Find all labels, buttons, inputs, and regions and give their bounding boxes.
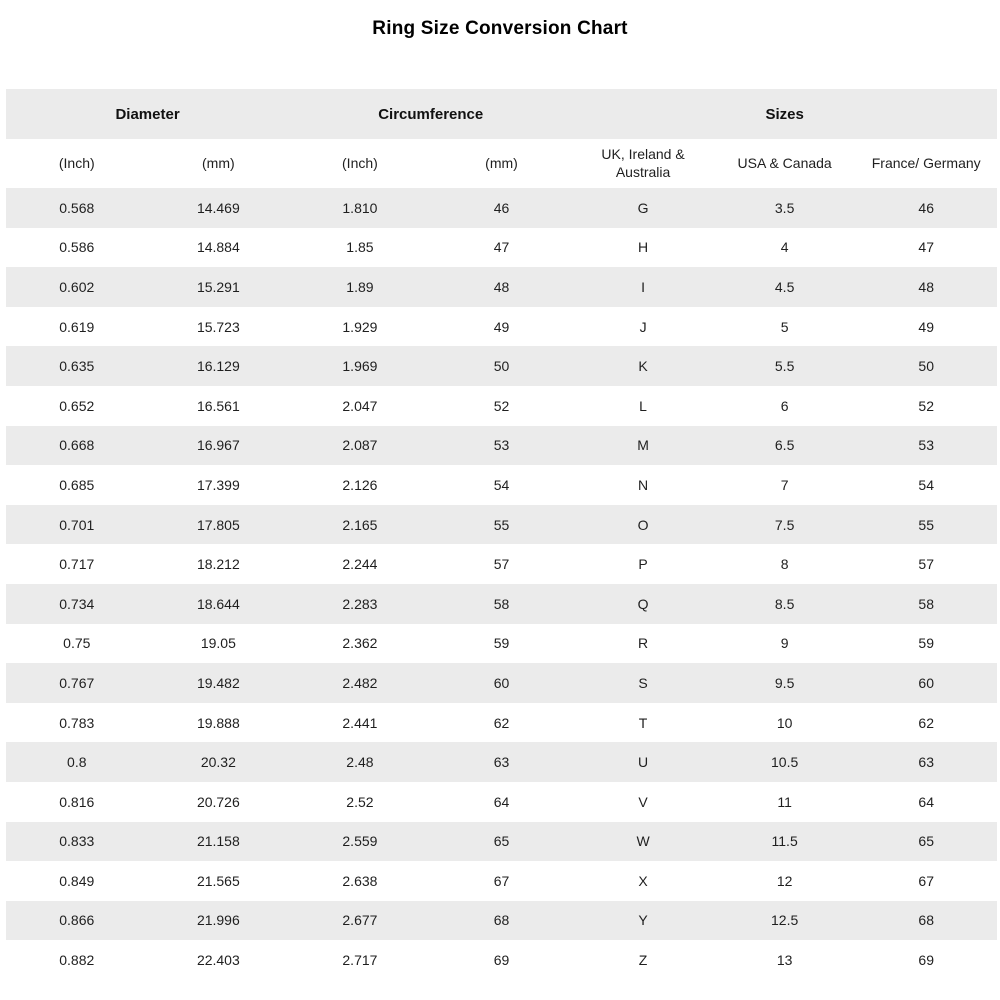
column-header-circumference-inch: (Inch) xyxy=(342,154,378,171)
table-cell: 0.767 xyxy=(59,674,95,691)
table-cell: 48 xyxy=(918,278,934,295)
table-cell: 60 xyxy=(493,674,510,691)
table-cell: N xyxy=(638,476,649,493)
table-cell: 2.362 xyxy=(342,635,378,652)
table-cell: P xyxy=(638,556,648,573)
table-cell: 2.638 xyxy=(342,872,378,889)
table-cell: 50 xyxy=(493,358,510,375)
table-row xyxy=(6,505,997,545)
table-cell: 58 xyxy=(918,595,934,612)
table-cell: 49 xyxy=(493,318,510,335)
table-cell: 46 xyxy=(493,199,510,216)
table-cell: 15.291 xyxy=(196,278,240,295)
table-row xyxy=(6,346,997,386)
table-cell: 13 xyxy=(776,952,793,969)
table-cell: 0.75 xyxy=(63,635,91,652)
table-cell: 3.5 xyxy=(774,199,795,216)
table-row xyxy=(6,861,997,901)
table-row xyxy=(6,386,997,426)
table-cell: 0.734 xyxy=(59,595,95,612)
column-header-diameter-inch: (Inch) xyxy=(58,154,95,171)
ring-size-conversion-table xyxy=(6,89,997,980)
table-column-header-row xyxy=(6,139,997,188)
table-cell: 0.882 xyxy=(59,952,95,969)
table-row xyxy=(6,940,997,980)
table-cell: 11.5 xyxy=(771,833,798,850)
table-cell: 67 xyxy=(493,872,510,889)
table-cell: Q xyxy=(637,595,649,612)
table-cell: 21.565 xyxy=(196,872,240,889)
table-cell: K xyxy=(638,358,648,375)
table-cell: 16.561 xyxy=(196,397,240,414)
table-cell: 50 xyxy=(918,358,934,375)
table-cell: 2.559 xyxy=(342,833,378,850)
table-cell: 4 xyxy=(780,239,789,256)
table-row xyxy=(6,703,997,743)
table-cell: 0.816 xyxy=(59,793,95,810)
table-cell: 65 xyxy=(918,833,934,850)
table-cell: 2.244 xyxy=(342,556,378,573)
table-cell: 19.05 xyxy=(200,635,236,652)
table-cell: 2.717 xyxy=(342,952,378,969)
group-header-circumference: Circumference xyxy=(378,105,484,123)
table-cell: 20.726 xyxy=(196,793,240,810)
table-cell: 64 xyxy=(918,793,934,810)
table-cell: 14.884 xyxy=(196,239,240,256)
table-cell: 54 xyxy=(918,476,934,493)
table-row xyxy=(6,742,997,782)
table-cell: 0.833 xyxy=(59,833,95,850)
table-cell: 59 xyxy=(493,635,510,652)
table-cell: X xyxy=(638,872,648,889)
column-header-diameter-mm: (mm) xyxy=(202,154,235,171)
table-cell: 2.482 xyxy=(342,674,378,691)
table-cell: 2.441 xyxy=(342,714,378,731)
table-cell: Y xyxy=(638,912,648,929)
table-cell: 16.129 xyxy=(196,358,240,375)
table-cell: 1.969 xyxy=(342,358,378,375)
table-row xyxy=(6,822,997,862)
table-cell: 47 xyxy=(918,239,934,256)
table-cell: 5 xyxy=(780,318,789,335)
table-cell: 8.5 xyxy=(774,595,795,612)
table-cell: 63 xyxy=(493,754,510,771)
table-cell: 69 xyxy=(493,952,510,969)
table-cell: 1.89 xyxy=(346,278,374,295)
table-cell: U xyxy=(638,754,649,771)
table-cell: 6 xyxy=(780,397,789,414)
table-cell: 0.866 xyxy=(59,912,95,929)
table-row xyxy=(6,544,997,584)
table-cell: 68 xyxy=(918,912,934,929)
table-cell: 0.849 xyxy=(59,872,95,889)
table-cell: 0.602 xyxy=(59,278,95,295)
table-cell: 6.5 xyxy=(774,437,795,454)
table-cell: 12 xyxy=(776,872,793,889)
table-cell: 0.619 xyxy=(59,318,95,335)
table-cell: 0.635 xyxy=(59,358,95,375)
table-cell: 0.717 xyxy=(59,556,95,573)
group-header-sizes: Sizes xyxy=(765,105,804,123)
table-cell: 5.5 xyxy=(774,358,795,375)
group-header-diameter: Diameter xyxy=(115,105,180,123)
table-cell: 2.677 xyxy=(342,912,378,929)
table-cell: 65 xyxy=(493,833,510,850)
table-cell: 10 xyxy=(776,714,793,731)
table-row xyxy=(6,782,997,822)
table-cell: V xyxy=(638,793,648,810)
table-cell: 8 xyxy=(780,556,789,573)
table-cell: 4.5 xyxy=(774,278,795,295)
table-cell: 15.723 xyxy=(196,318,240,335)
table-cell: R xyxy=(638,635,649,652)
table-cell: 52 xyxy=(918,397,934,414)
table-cell: 7.5 xyxy=(774,516,795,533)
table-cell: 11 xyxy=(777,793,792,810)
table-row xyxy=(6,901,997,941)
table-row xyxy=(6,188,997,228)
table-cell: 47 xyxy=(493,239,510,256)
table-cell: O xyxy=(637,516,649,533)
table-cell: 58 xyxy=(493,595,510,612)
table-cell: 53 xyxy=(493,437,510,454)
table-cell: 62 xyxy=(493,714,510,731)
table-cell: 14.469 xyxy=(196,199,240,216)
column-header-france-germany: France/ Germany xyxy=(871,154,981,171)
table-cell: 20.32 xyxy=(200,754,236,771)
table-cell: 53 xyxy=(918,437,934,454)
table-row xyxy=(6,584,997,624)
table-cell: 0.568 xyxy=(59,199,95,216)
table-row xyxy=(6,465,997,505)
table-cell: J xyxy=(639,318,647,335)
table-cell: S xyxy=(638,674,648,691)
table-cell: 19.482 xyxy=(196,674,240,691)
table-cell: 63 xyxy=(918,754,934,771)
table-cell: 0.685 xyxy=(59,476,95,493)
table-cell: 0.652 xyxy=(59,397,95,414)
table-cell: 67 xyxy=(918,872,934,889)
table-body xyxy=(6,188,997,980)
table-cell: 2.047 xyxy=(342,397,378,414)
table-cell: W xyxy=(636,833,650,850)
table-cell: 10.5 xyxy=(771,754,799,771)
table-cell: 57 xyxy=(493,556,510,573)
table-cell: 21.996 xyxy=(196,912,240,929)
table-cell: 68 xyxy=(493,912,510,929)
table-cell: 19.888 xyxy=(196,714,240,731)
table-cell: 21.158 xyxy=(196,833,240,850)
table-row xyxy=(6,228,997,268)
table-cell: 48 xyxy=(493,278,510,295)
table-cell: 12.5 xyxy=(771,912,799,929)
page-title: Ring Size Conversion Chart xyxy=(372,18,628,39)
table-cell: 9 xyxy=(780,635,789,652)
table-cell: G xyxy=(637,199,649,216)
table-cell: 49 xyxy=(918,318,934,335)
table-cell: 0.586 xyxy=(59,239,95,256)
table-cell: 1.810 xyxy=(342,199,378,216)
table-cell: L xyxy=(639,397,647,414)
table-group-header-row xyxy=(6,89,997,139)
table-cell: 55 xyxy=(918,516,934,533)
table-cell: 9.5 xyxy=(774,674,795,691)
table-row xyxy=(6,663,997,703)
table-cell: 2.48 xyxy=(346,754,374,771)
table-cell: 59 xyxy=(918,635,934,652)
table-cell: 1.929 xyxy=(342,318,378,335)
table-cell: 0.783 xyxy=(59,714,95,731)
table-cell: 54 xyxy=(493,476,510,493)
table-cell: 55 xyxy=(493,516,510,533)
table-cell: Z xyxy=(638,952,648,969)
table-cell: 1.85 xyxy=(346,239,374,256)
table-cell: 17.805 xyxy=(196,516,240,533)
table-row xyxy=(6,307,997,347)
table-cell: 2.283 xyxy=(342,595,378,612)
table-row xyxy=(6,624,997,664)
table-cell: 2.087 xyxy=(342,437,378,454)
table-cell: 57 xyxy=(918,556,934,573)
table-cell: 0.8 xyxy=(67,754,87,771)
table-cell: H xyxy=(638,239,649,256)
table-cell: 0.701 xyxy=(59,516,95,533)
column-header-circumference-mm: (mm) xyxy=(485,154,518,171)
table-cell: 7 xyxy=(780,476,789,493)
table-cell: T xyxy=(638,714,648,731)
table-cell: 46 xyxy=(918,199,934,216)
table-cell: 2.165 xyxy=(342,516,378,533)
table-cell: 64 xyxy=(493,793,510,810)
table-cell: I xyxy=(641,278,645,295)
column-header-usa-canada: USA & Canada xyxy=(737,154,832,171)
table-cell: 18.212 xyxy=(196,556,240,573)
table-cell: 18.644 xyxy=(196,595,240,612)
table-row xyxy=(6,426,997,466)
table-cell: 52 xyxy=(493,397,510,414)
table-cell: 62 xyxy=(918,714,934,731)
table-cell: 60 xyxy=(918,674,934,691)
table-cell: 22.403 xyxy=(196,952,240,969)
table-cell: 2.52 xyxy=(346,793,374,810)
table-cell: 17.399 xyxy=(196,476,240,493)
table-row xyxy=(6,267,997,307)
table-cell: 2.126 xyxy=(342,476,378,493)
table-cell: 69 xyxy=(918,952,934,969)
column-header-uk-ireland-australia: UK, Ireland & Australia xyxy=(601,146,685,180)
table-cell: 16.967 xyxy=(196,437,240,454)
table-cell: 0.668 xyxy=(59,437,95,454)
table-cell: M xyxy=(637,437,649,454)
